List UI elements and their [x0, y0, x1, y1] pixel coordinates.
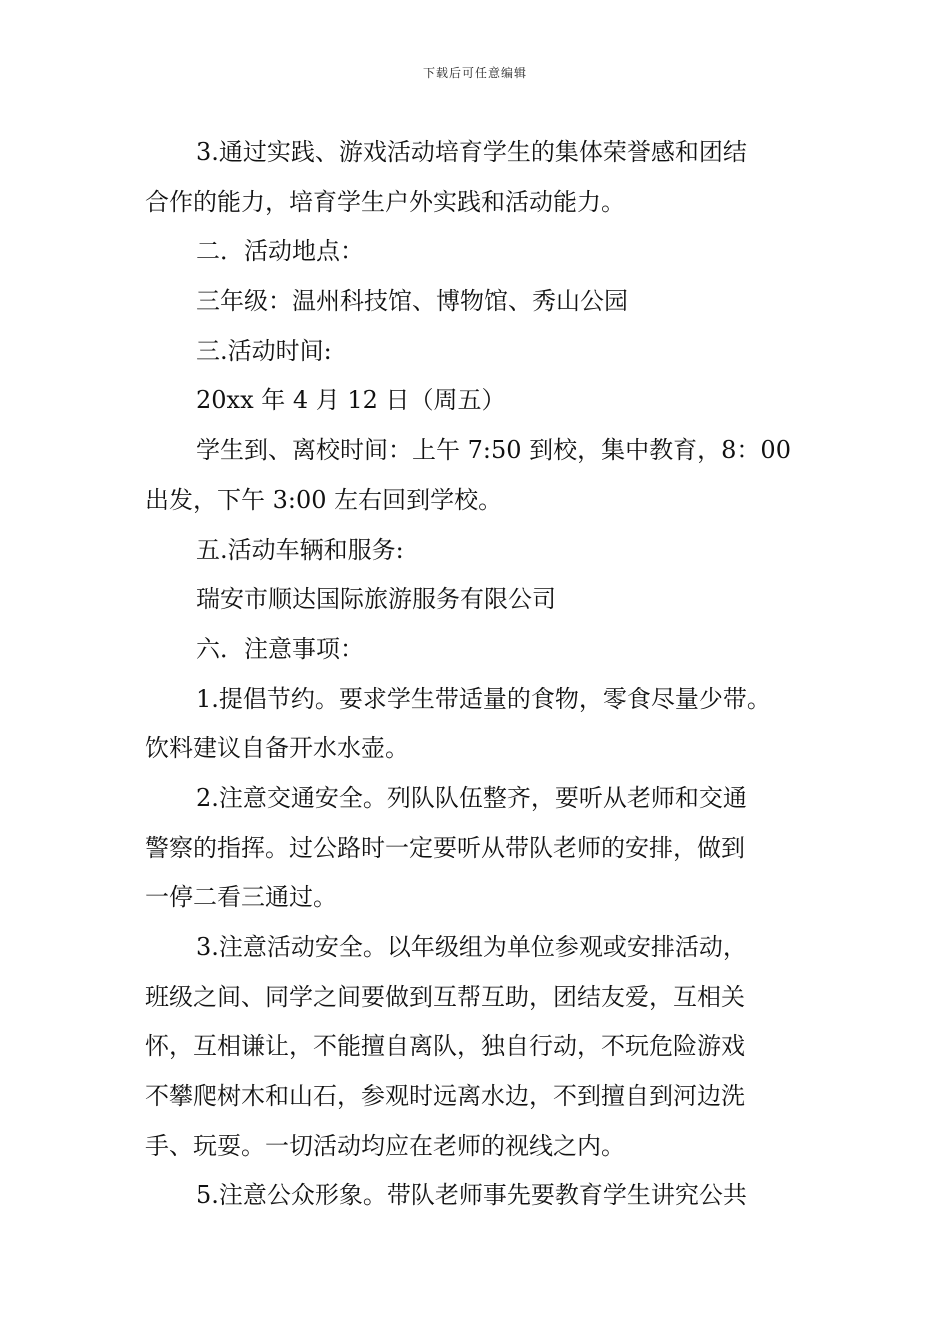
paragraph-line: 2.注意交通安全。列队队伍整齐，要听从老师和交通 — [196, 783, 747, 812]
paragraph-line: 怀，互相谦让，不能擅自离队，独自行动，不玩危险游戏 — [145, 1032, 745, 1061]
paragraph-line: 三年级：温州科技馆、博物馆、秀山公园 — [196, 287, 628, 316]
paragraph-line: 手、玩耍。一切活动均应在老师的视线之内。 — [145, 1131, 625, 1160]
paragraph-line: 3.通过实践、游戏活动培育学生的集体荣誉感和团结 — [196, 138, 747, 166]
paragraph-line: 警察的指挥。过公路时一定要听从带队老师的安排，做到 — [145, 833, 745, 862]
paragraph-line: 3.注意活动安全。以年级组为单位参观或安排活动， — [196, 933, 747, 961]
paragraph-line: 二．活动地点： — [196, 237, 364, 266]
paragraph-line: 饮料建议自备开水水壶。 — [145, 734, 409, 763]
paragraph-line: 1.提倡节约。要求学生带适量的食物，零食尽量少带。 — [196, 684, 771, 713]
paragraph-line: 合作的能力，培育学生户外实践和活动能力。 — [145, 187, 625, 216]
paragraph-line: 一停二看三通过。 — [145, 883, 337, 912]
paragraph-line: 五.活动车辆和服务: — [196, 535, 404, 564]
paragraph-line: 学生到、离校时间：上午 7:50 到校，集中教育，8：00 — [196, 436, 791, 465]
paragraph-line: 班级之间、同学之间要做到互帮互助，团结友爱，互相关 — [145, 982, 745, 1011]
paragraph-line: 出发，下午 3:00 左右回到学校。 — [145, 485, 503, 514]
paragraph-line: 不攀爬树木和山石，参观时远离水边，不到擅自到河边洗 — [145, 1082, 745, 1111]
paragraph-line: 20xx 年 4 月 12 日（周五） — [196, 386, 506, 415]
header-note: 下载后可任意编辑 — [422, 66, 527, 80]
paragraph-line: 瑞安市顺达国际旅游服务有限公司 — [196, 585, 556, 614]
paragraph-line: 三.活动时间: — [196, 336, 332, 365]
document-body — [145, 128, 835, 1221]
paragraph-line: 六．注意事项： — [196, 634, 364, 663]
paragraph-line: 5.注意公众形象。带队老师事先要教育学生讲究公共 — [196, 1181, 747, 1210]
